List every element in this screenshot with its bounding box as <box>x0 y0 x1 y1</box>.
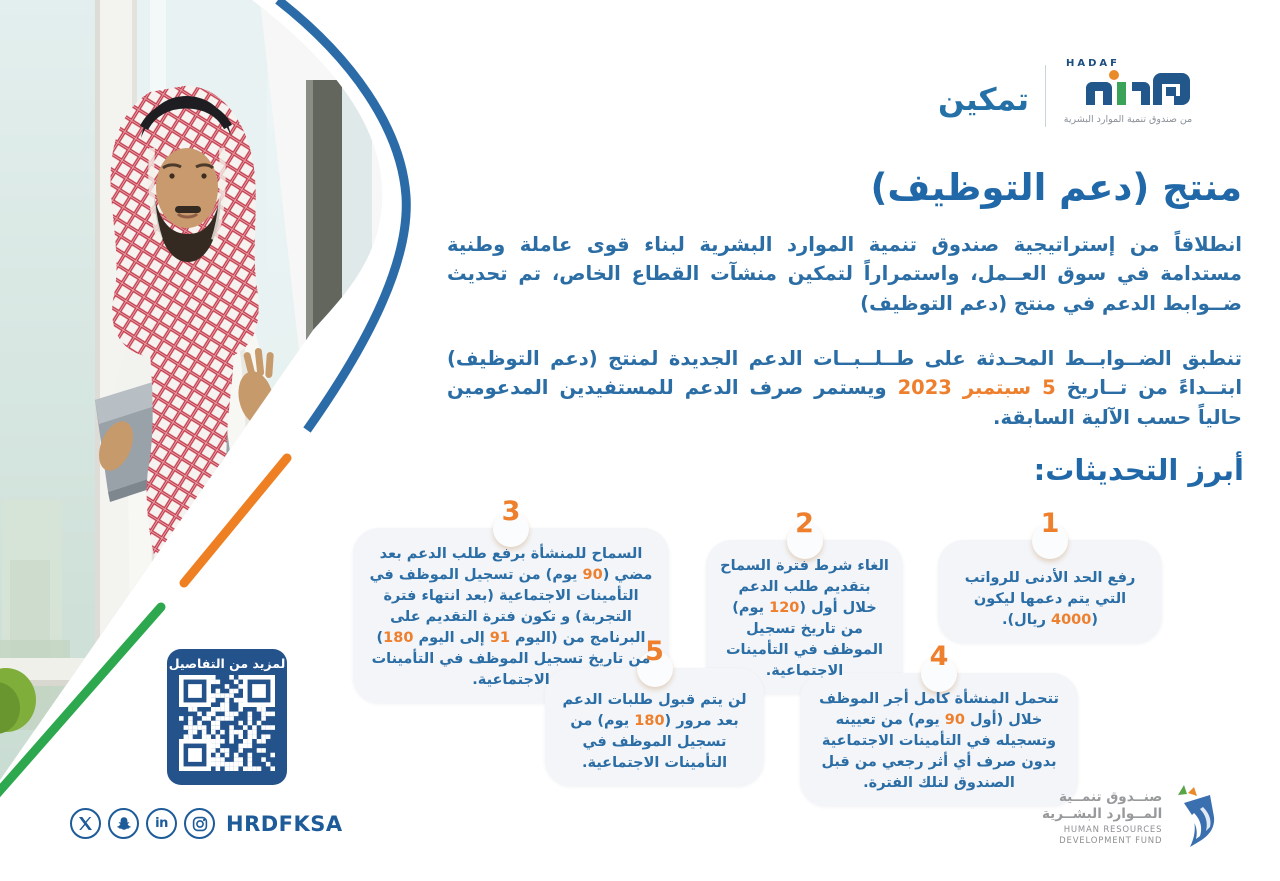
hrdf-arabic-line1: صنــدوق تنمــية <box>1058 789 1163 806</box>
card-text: السماح للمنشأة برفع طلب الدعم بعد مضي (90 يوم) من تسجيل الموظف في التأمينات الاجتماعية (بعد انتهاء فترة التجربة) و تكون فترة التقديم على البرنامج من (اليوم 91 إلى اليوم 180) من تاريخ تسجيل الموظف في التأمينات الاجتماعية. <box>369 546 653 689</box>
hrdf-logo-mark-icon <box>1170 783 1220 853</box>
instagram-icon[interactable] <box>184 808 215 839</box>
card-number: 1 <box>1040 508 1060 539</box>
hrdf-logo-text <box>1042 789 1162 847</box>
qr-label: لمزيد من التفاصيل <box>168 656 286 671</box>
hadaf-header-logo <box>938 55 1194 127</box>
update-card-4 <box>800 641 1078 806</box>
social-bar <box>70 808 343 839</box>
linkedin-icon[interactable] <box>146 808 177 839</box>
logo-divider <box>1045 65 1046 127</box>
hrdf-english-line1: HUMAN RESOURCES <box>1063 824 1163 835</box>
intro-paragraph-1: انطلاقاً من إستراتيجية صندوق تنمية الموارد البشرية لبناء قوى عاملة وطنية مستدامة في سوق العــمل، واستمراراً لتمكين منشآت القطاع الخاص، تم تحديث ضــوابط الدعم في منتج (دعم التوظيف) <box>447 233 1242 315</box>
card-text: الغاء شرط فترة السماح بتقديم طلب الدعم خلال أول (120 يوم) من تاريخ تسجيل الموظف في التأمينات الاجتماعية. <box>720 558 889 680</box>
x-twitter-icon[interactable] <box>70 808 101 839</box>
hadaf-logo <box>1062 58 1194 125</box>
card-text: تتحمل المنشأة كامل أجر الموظف خلال (أول 90 يوم) من تعيينه وتسجيله في التأمينات الاجتماعية بدون صرف أي أثر رجعي من قبل الصندوق لتلك الفترة. <box>819 691 1059 792</box>
hadaf-tagline: من صندوق تنمية الموارد البشرية <box>1063 113 1193 125</box>
card-number: 4 <box>929 641 949 672</box>
page-title: منتج (دعم التوظيف) <box>870 166 1242 209</box>
program-name: تمكين <box>938 81 1030 118</box>
qr-details-block <box>167 649 287 785</box>
card-text: رفع الحد الأدنى للرواتب التي يتم دعمها ليكون (4000 ريال). <box>964 570 1136 629</box>
hadaf-logo-en-label: HADAF <box>1066 57 1120 69</box>
social-handle: HRDFKSA <box>226 811 343 836</box>
card-text: لن يتم قبول طلبات الدعم بعد مرور (180 يوم) من تسجيل الموظف في التأمينات الاجتماعية. <box>562 692 747 772</box>
update-card-3 <box>353 496 669 703</box>
card-number: 3 <box>501 496 521 527</box>
intro-paragraph-2: تنطبق الضــوابــط المحـدثة على طــلــبــات الدعم الجديدة لمنتج (دعم التوظيف) ابتــداءً من تــاريخ 5 سبتمبر 2023 ويستمر صرف الدعم للمستفيدين المدعومين حالياً حسب الآلية السابقة. <box>447 347 1243 429</box>
linkedin-in-glyph: in <box>155 816 168 831</box>
qr-code <box>179 675 275 771</box>
snapchat-icon[interactable] <box>108 808 139 839</box>
updates-heading: أبرز التحديثات: <box>1033 453 1244 487</box>
card-number: 2 <box>795 508 814 539</box>
hrdf-footer-logo <box>1042 783 1220 853</box>
hrdf-arabic-line2: المــوارد البشــرية <box>1042 805 1163 822</box>
card-number: 5 <box>645 636 664 667</box>
hrdf-english-line2: DEVELOPMENT FUND <box>1059 835 1163 846</box>
update-card-1 <box>938 508 1162 643</box>
hadaf-wordmark-icon <box>1062 69 1194 111</box>
